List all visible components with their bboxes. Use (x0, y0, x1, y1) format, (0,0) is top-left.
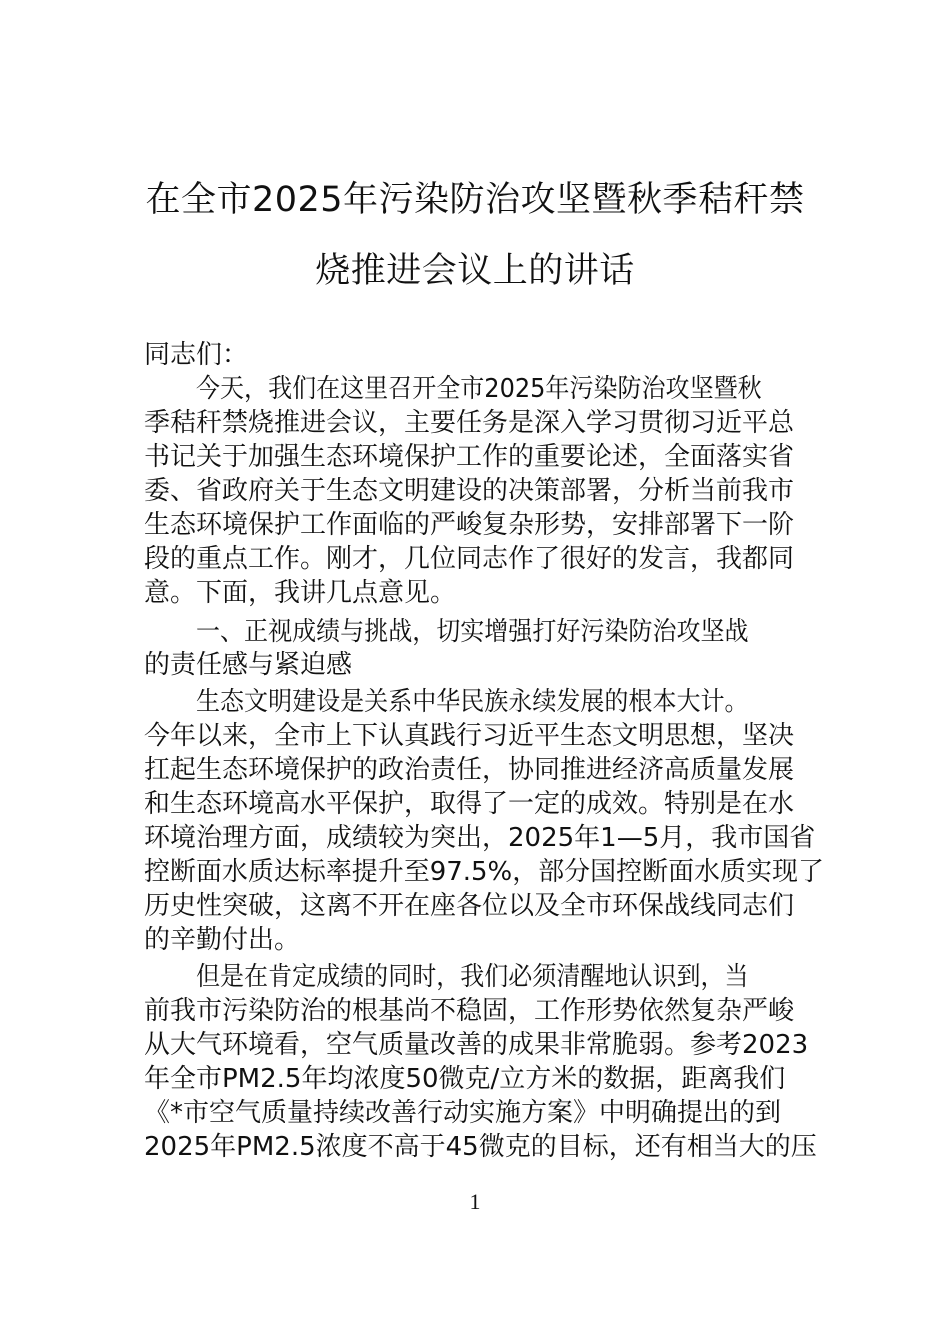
body-line: 前我市污染防治的根基尚不稳固，工作形势依然复杂严峻 (144, 996, 795, 1026)
body-line: 季秸秆禁烧推进会议，主要任务是深入学习贯彻习近平总 (144, 408, 795, 438)
section-heading-line: 的责任感与紧迫感 (144, 650, 353, 680)
body-line: 的辛勤付出。 (144, 925, 301, 955)
body-line: 扛起生态环境保护的政治责任，协同推进经济高质量发展 (144, 755, 795, 785)
body-line: 意。下面，我讲几点意见。 (144, 578, 457, 608)
body-line: 生态文明建设是关系中华民族永续发展的根本大计。 (196, 687, 749, 717)
body-line: 书记关于加强生态环境保护工作的重要论述，全面落实省 (144, 442, 795, 472)
body-line: 生态环境保护工作面临的严峻复杂形势，安排部署下一阶 (144, 510, 795, 540)
body-line: 今年以来，全市上下认真践行习近平生态文明思想，坚决 (144, 721, 795, 751)
body-line: 环境治理方面，成绩较为突出，2025年1—5月，我市国省 (144, 823, 816, 853)
document-title-line-2: 烧推进会议上的讲话 (315, 251, 635, 291)
body-line: 和生态环境高水平保护，取得了一定的成效。特别是在水 (144, 789, 795, 819)
page-number: 1 (469, 1189, 481, 1214)
body-line: 《*市空气质量持续改善行动实施方案》中明确提出的到 (144, 1098, 782, 1128)
body-line: 年全市PM2.5年均浓度50微克/立方米的数据，距离我们 (144, 1064, 786, 1094)
body-line: 控断面水质达标率提升至97.5%，部分国控断面水质实现了 (144, 857, 824, 887)
body-line: 今天，我们在这里召开全市2025年污染防治攻坚暨秋 (196, 374, 762, 404)
document-title-line-1: 在全市2025年污染防治攻坚暨秋季秸秆禁 (145, 180, 805, 220)
body-line: 段的重点工作。刚才，几位同志作了很好的发言，我都同 (144, 544, 795, 574)
body-line: 从大气环境看，空气质量改善的成果非常脆弱。参考2023 (144, 1030, 809, 1060)
body-line: 委、省政府关于生态文明建设的决策部署，分析当前我市 (144, 476, 795, 506)
section-heading-line: 一、正视成绩与挑战，切实增强打好污染防治攻坚战 (196, 617, 749, 647)
body-line: 2025年PM2.5浓度不高于45微克的目标，还有相当大的压 (144, 1132, 817, 1162)
body-line: 但是在肯定成绩的同时，我们必须清醒地认识到，当 (196, 962, 749, 992)
salutation: 同志们： (144, 340, 249, 370)
body-line: 历史性突破，这离不开在座各位以及全市环保战线同志们 (144, 891, 795, 921)
